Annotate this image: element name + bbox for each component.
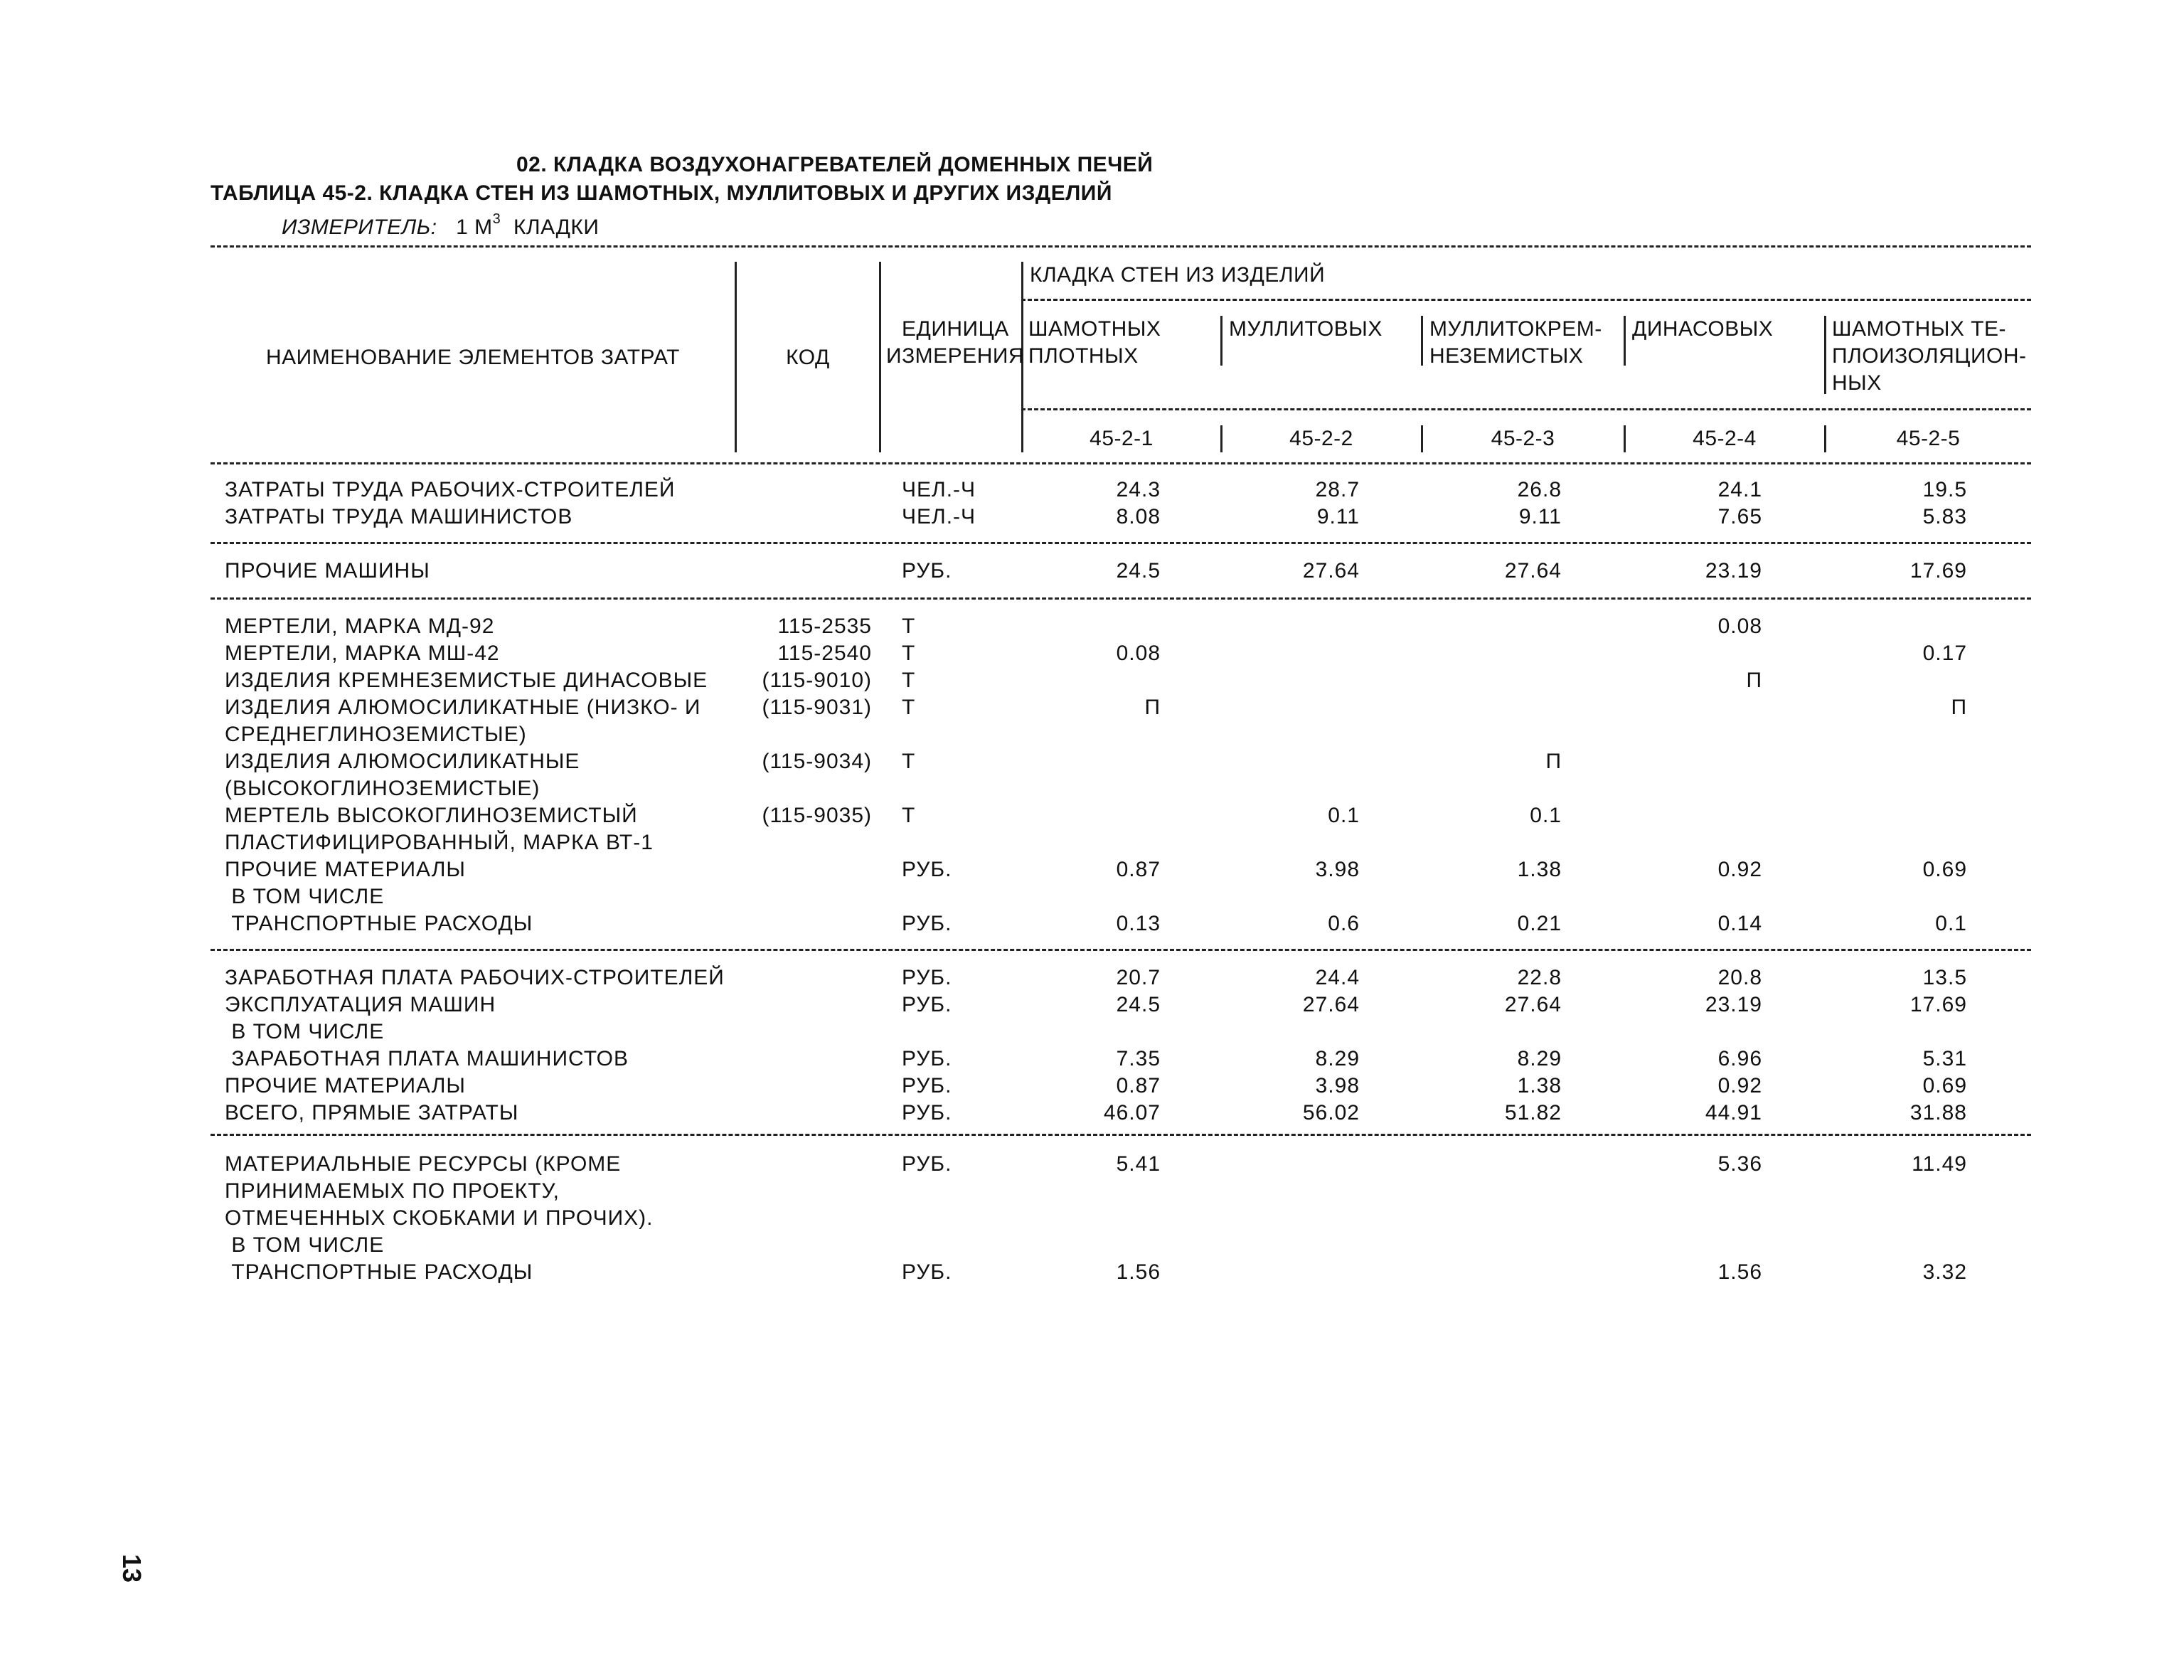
row-name: ПЛАСТИФИЦИРОВАННЫЙ, МАРКА ВТ-1 [225, 831, 654, 854]
section-rule [211, 542, 2031, 544]
row-unit: Т [902, 750, 916, 773]
row-code: (115-9034) [762, 750, 872, 773]
val-45-2-1: 0.13 [1116, 912, 1161, 935]
val-45-2-3: 1.38 [1517, 858, 1562, 881]
val-45-2-3: 26.8 [1517, 478, 1562, 501]
page-number: 13 [117, 1554, 147, 1583]
val-45-2-1: 24.5 [1116, 559, 1161, 583]
row-unit: Т [902, 615, 916, 638]
val-45-2-3: 27.64 [1504, 559, 1562, 583]
row-unit: РУБ. [902, 993, 952, 1016]
val-45-2-5: 17.69 [1909, 993, 1967, 1016]
row-name: МЕРТЕЛИ, МАРКА МШ-42 [225, 642, 500, 665]
val-45-2-4: 0.92 [1717, 858, 1762, 881]
val-45-2-1: 7.35 [1116, 1047, 1161, 1070]
divider [879, 262, 881, 452]
row-name: ЗАТРАТЫ ТРУДА МАШИНИСТОВ [225, 505, 573, 528]
row-code: (115-9031) [762, 696, 872, 719]
col-code-header: КОД [786, 346, 830, 369]
row-unit: РУБ. [902, 1152, 952, 1176]
val-45-2-3: 51.82 [1504, 1101, 1562, 1125]
val-45-2-1: 1.56 [1116, 1260, 1161, 1284]
row-name: ЗАРАБОТНАЯ ПЛАТА РАБОЧИХ-СТРОИТЕЛЕЙ [225, 966, 725, 989]
row-unit: Т [902, 669, 916, 692]
val-45-2-2: 0.1 [1328, 804, 1360, 827]
row-name: ЭКСПЛУАТАЦИЯ МАШИН [225, 993, 496, 1016]
val-45-2-1: 5.41 [1116, 1152, 1161, 1176]
row-name: МЕРТЕЛИ, МАРКА МД-92 [225, 615, 495, 638]
row-name: ТРАНСПОРТНЫЕ РАСХОДЫ [225, 912, 533, 935]
val-45-2-4: 5.36 [1717, 1152, 1762, 1176]
section-rule [211, 597, 2031, 600]
val-45-2-4: 44.91 [1705, 1101, 1762, 1125]
val-45-2-2: 56.02 [1302, 1101, 1360, 1125]
val-45-2-4: 7.65 [1717, 505, 1762, 528]
measure-line [211, 208, 1153, 242]
row-unit: ЧЕЛ.-Ч [902, 478, 976, 501]
val-45-2-5: 3.32 [1922, 1260, 1967, 1284]
val-45-2-4: 0.14 [1717, 912, 1762, 935]
sub-header-4a: ДИНАСОВЫХ [1632, 317, 1774, 341]
val-45-2-2: 28.7 [1315, 478, 1360, 501]
sub-header-1b: ПЛОТНЫХ [1028, 344, 1139, 368]
row-name: ОТМЕЧЕННЫХ СКОБКАМИ И ПРОЧИХ). [225, 1206, 654, 1230]
val-45-2-5: 31.88 [1909, 1101, 1967, 1125]
val-45-2-2: 8.29 [1315, 1047, 1360, 1070]
col-code-45-2-3: 45-2-3 [1491, 427, 1555, 450]
row-name: ИЗДЕЛИЯ КРЕМНЕЗЕМИСТЫЕ ДИНАСОВЫЕ [225, 669, 708, 692]
val-45-2-3: 9.11 [1518, 505, 1562, 528]
val-45-2-2: 0.6 [1328, 912, 1360, 935]
val-45-2-4: П [1746, 669, 1762, 692]
col-unit-header-1: ЕДИНИЦА [902, 317, 1009, 341]
document-header [211, 151, 1153, 242]
row-unit: РУБ. [902, 912, 952, 935]
row-name: В ТОМ ЧИСЛЕ [225, 885, 385, 908]
val-45-2-3: 0.1 [1530, 804, 1562, 827]
row-code: 115-2540 [777, 642, 872, 665]
row-unit: РУБ. [902, 966, 952, 989]
val-45-2-3: 0.21 [1517, 912, 1562, 935]
row-name: ПРОЧИЕ МАТЕРИАЛЫ [225, 1074, 466, 1097]
row-unit: Т [902, 804, 916, 827]
row-name: ЗАРАБОТНАЯ ПЛАТА МАШИНИСТОВ [225, 1047, 629, 1070]
val-45-2-4: 0.92 [1717, 1074, 1762, 1097]
row-unit: РУБ. [902, 1074, 952, 1097]
val-45-2-5: 11.49 [1912, 1152, 1967, 1176]
val-45-2-4: 1.56 [1717, 1260, 1762, 1284]
sub-header-5b: ПЛОИЗОЛЯЦИОН- [1832, 344, 2027, 368]
header-bottom-rule [211, 462, 2031, 464]
row-name: (ВЫСОКОГЛИНОЗЕМИСТЫЕ) [225, 777, 540, 800]
row-unit: РУБ. [902, 559, 952, 583]
row-unit: ЧЕЛ.-Ч [902, 505, 976, 528]
val-45-2-5: 17.69 [1909, 559, 1967, 583]
val-45-2-1: 0.87 [1116, 1074, 1161, 1097]
val-45-2-5: 0.17 [1922, 642, 1967, 665]
row-name: ИЗДЕЛИЯ АЛЮМОСИЛИКАТНЫЕ [225, 750, 580, 773]
row-name: ПРИНИМАЕМЫХ ПО ПРОЕКТУ, [225, 1179, 560, 1203]
sub-header-5c: НЫХ [1832, 371, 1882, 395]
col-code-45-2-1: 45-2-1 [1090, 427, 1154, 450]
divider [1421, 316, 1423, 366]
val-45-2-1: 0.87 [1116, 858, 1161, 881]
sub-header-3b: НЕЗЕМИСТЫХ [1429, 344, 1584, 368]
sub-header-2a: МУЛЛИТОВЫХ [1229, 317, 1383, 341]
val-45-2-5: 5.31 [1922, 1047, 1967, 1070]
val-45-2-1: 20.7 [1116, 966, 1161, 989]
col-code-45-2-2: 45-2-2 [1289, 427, 1353, 450]
val-45-2-1: 24.5 [1116, 993, 1161, 1016]
row-unit: Т [902, 642, 916, 665]
row-name: ПРОЧИЕ МАШИНЫ [225, 559, 430, 583]
val-45-2-2: 3.98 [1315, 858, 1360, 881]
val-45-2-2: 27.64 [1302, 993, 1360, 1016]
row-unit: РУБ. [902, 1260, 952, 1284]
row-code: 115-2535 [777, 615, 872, 638]
val-45-2-1: 24.3 [1116, 478, 1161, 501]
val-45-2-3: 1.38 [1517, 1074, 1562, 1097]
sub-header-3a: МУЛЛИТОКРЕМ- [1429, 317, 1602, 341]
val-45-2-3: 8.29 [1517, 1047, 1562, 1070]
val-45-2-5: 0.69 [1922, 1074, 1967, 1097]
val-45-2-3: 27.64 [1504, 993, 1562, 1016]
divider [1624, 316, 1626, 366]
section-rule [211, 1134, 2031, 1136]
row-name: МЕРТЕЛЬ ВЫСОКОГЛИНОЗЕМИСТЫЙ [225, 804, 638, 827]
val-45-2-5: 0.1 [1935, 912, 1967, 935]
divider [1220, 316, 1222, 366]
header-top-rule [211, 245, 2031, 248]
row-name: ТРАНСПОРТНЫЕ РАСХОДЫ [225, 1260, 533, 1284]
val-45-2-3: 22.8 [1517, 966, 1562, 989]
col-name-header: НАИМЕНОВАНИЕ ЭЛЕМЕНТОВ ЗАТРАТ [265, 346, 681, 369]
section-rule [211, 949, 2031, 951]
divider [1824, 316, 1826, 394]
row-unit: РУБ. [902, 1047, 952, 1070]
row-code: (115-9010) [762, 669, 872, 692]
group-rule [1021, 299, 2031, 301]
sub-header-1a: ШАМОТНЫХ [1028, 317, 1161, 341]
sub-header-5a: ШАМОТНЫХ ТЕ- [1832, 317, 2007, 341]
val-45-2-4: 20.8 [1717, 966, 1762, 989]
val-45-2-2: 24.4 [1315, 966, 1360, 989]
val-45-2-2: 9.11 [1316, 505, 1360, 528]
val-45-2-5: П [1951, 696, 1967, 719]
row-name: СРЕДНЕГЛИНОЗЕМИСТЫЕ) [225, 723, 527, 746]
row-name: ИЗДЕЛИЯ АЛЮМОСИЛИКАТНЫЕ (НИЗКО- И [225, 696, 701, 719]
val-45-2-4: 6.96 [1717, 1047, 1762, 1070]
table-title: ТАБЛИЦА 45-2. КЛАДКА СТЕН ИЗ ШАМОТНЫХ, МУЛЛИТОВЫХ И ДРУГИХ ИЗДЕЛИЙ [211, 181, 1112, 205]
val-45-2-1: П [1144, 696, 1161, 719]
measure-unit: КЛАДКИ [513, 216, 600, 239]
row-name: В ТОМ ЧИСЛЕ [225, 1233, 385, 1257]
measure-sup: 3 [492, 211, 501, 227]
val-45-2-4: 23.19 [1705, 993, 1762, 1016]
row-unit: РУБ. [902, 1101, 952, 1125]
val-45-2-3: П [1545, 750, 1562, 773]
row-code: (115-9035) [762, 804, 872, 827]
val-45-2-5: 13.5 [1922, 966, 1967, 989]
val-45-2-4: 24.1 [1717, 478, 1762, 501]
group-header: КЛАДКА СТЕН ИЗ ИЗДЕЛИЙ [1030, 263, 1326, 287]
row-unit: Т [902, 696, 916, 719]
val-45-2-2: 3.98 [1315, 1074, 1360, 1097]
col-unit-header-2: ИЗМЕРЕНИЯ [886, 344, 1025, 368]
sub-rule [1021, 408, 2031, 410]
row-unit: РУБ. [902, 858, 952, 881]
section-title: 02. КЛАДКА ВОЗДУХОНАГРЕВАТЕЛЕЙ ДОМЕННЫХ ПЕЧЕЙ [516, 153, 1154, 176]
val-45-2-5: 5.83 [1922, 505, 1967, 528]
col-code-45-2-4: 45-2-4 [1693, 427, 1757, 450]
val-45-2-5: 0.69 [1922, 858, 1967, 881]
row-name: ПРОЧИЕ МАТЕРИАЛЫ [225, 858, 466, 881]
val-45-2-1: 0.08 [1116, 642, 1161, 665]
val-45-2-4: 0.08 [1717, 615, 1762, 638]
val-45-2-2: 27.64 [1302, 559, 1360, 583]
row-name: В ТОМ ЧИСЛЕ [225, 1020, 385, 1043]
row-name: ЗАТРАТЫ ТРУДА РАБОЧИХ-СТРОИТЕЛЕЙ [225, 478, 676, 501]
measure-label: ИЗМЕРИТЕЛЬ: [282, 216, 437, 239]
col-code-45-2-5: 45-2-5 [1896, 427, 1961, 450]
val-45-2-1: 8.08 [1116, 505, 1161, 528]
measure-value: 1 М [456, 216, 493, 239]
row-name: МАТЕРИАЛЬНЫЕ РЕСУРСЫ (КРОМЕ [225, 1152, 622, 1176]
row-name: ВСЕГО, ПРЯМЫЕ ЗАТРАТЫ [225, 1101, 519, 1125]
val-45-2-5: 19.5 [1922, 478, 1967, 501]
val-45-2-4: 23.19 [1705, 559, 1762, 583]
val-45-2-1: 46.07 [1103, 1101, 1161, 1125]
